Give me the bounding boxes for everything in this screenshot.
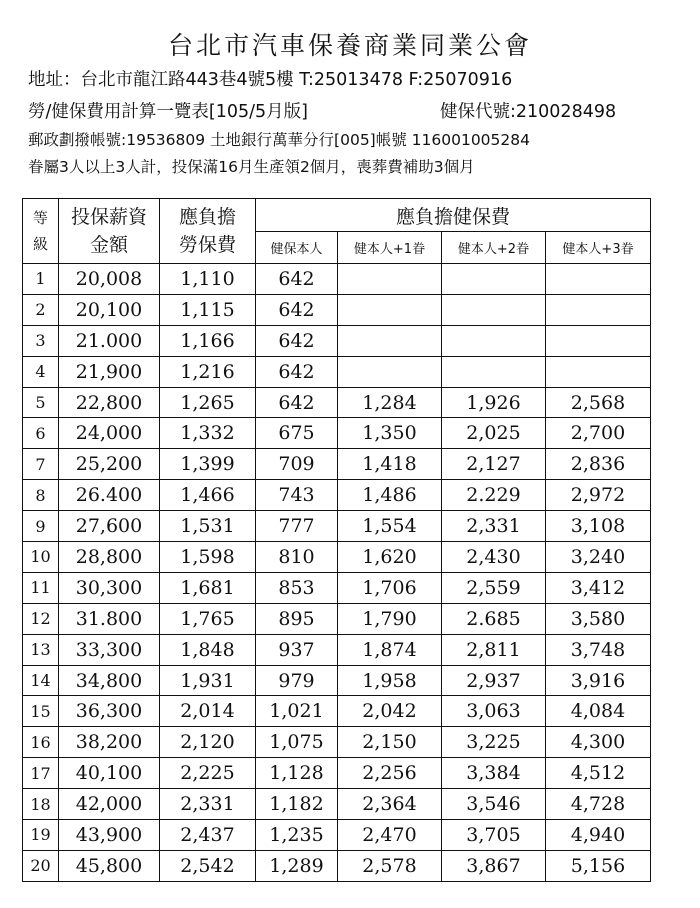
health-plus1-cell: 2,150 (338, 727, 442, 758)
health-plus1-cell: 2,578 (338, 850, 442, 881)
subtitle-line (28, 98, 617, 123)
header-row-top (23, 199, 651, 232)
fee-table-body (23, 264, 651, 882)
health-plus3-cell: 3,240 (546, 542, 651, 573)
health-self-cell: 853 (256, 572, 338, 603)
salary-cell: 30,300 (59, 572, 160, 603)
table-row (23, 665, 651, 696)
labor-fee-cell: 1,466 (160, 480, 256, 511)
labor-fee-cell: 1,332 (160, 418, 256, 449)
labor-fee-cell: 2,542 (160, 850, 256, 881)
health-plus2-cell: 2.685 (442, 603, 546, 634)
salary-cell: 20,100 (59, 294, 160, 325)
grade-cell: 16 (23, 727, 59, 758)
health-plus3-cell: 3,916 (546, 665, 651, 696)
labor-fee-cell: 1,681 (160, 572, 256, 603)
labor-fee-cell: 2,225 (160, 758, 256, 789)
labor-fee-cell: 2,120 (160, 727, 256, 758)
health-plus1-cell: 1,790 (338, 603, 442, 634)
salary-cell: 26.400 (59, 480, 160, 511)
health-self-cell: 709 (256, 449, 338, 480)
labor-fee-cell: 1,531 (160, 511, 256, 542)
health-plus3-cell: 4,084 (546, 696, 651, 727)
health-plus2-cell: 2,559 (442, 572, 546, 603)
health-plus3-cell: 5,156 (546, 850, 651, 881)
health-plus3-cell: 3,108 (546, 511, 651, 542)
health-plus2-cell: 2,127 (442, 449, 546, 480)
health-plus1-cell: 1,874 (338, 634, 442, 665)
salary-cell: 40,100 (59, 758, 160, 789)
health-plus3-cell (546, 294, 651, 325)
grade-cell: 15 (23, 696, 59, 727)
table-row (23, 696, 651, 727)
health-plus2-cell (442, 325, 546, 356)
health-plus1-cell: 1,486 (338, 480, 442, 511)
health-self-cell: 642 (256, 325, 338, 356)
health-plus2-cell: 3,063 (442, 696, 546, 727)
health-plus2-cell: 3,705 (442, 820, 546, 851)
health-plus1-cell (338, 356, 442, 387)
health-plus3-cell: 4,940 (546, 820, 651, 851)
health-plus2-cell: 2.229 (442, 480, 546, 511)
table-row (23, 542, 651, 573)
salary-cell: 38,200 (59, 727, 160, 758)
grade-cell: 6 (23, 418, 59, 449)
health-self-cell: 1,128 (256, 758, 338, 789)
health-plus2-cell (442, 356, 546, 387)
health-plus2-cell: 2,025 (442, 418, 546, 449)
grade-cell: 7 (23, 449, 59, 480)
table-row (23, 511, 651, 542)
labor-fee-cell: 2,331 (160, 789, 256, 820)
health-self-cell: 1,289 (256, 850, 338, 881)
health-plus1-cell: 1,350 (338, 418, 442, 449)
grade-cell: 9 (23, 511, 59, 542)
grade-cell: 20 (23, 850, 59, 881)
salary-cell: 28,800 (59, 542, 160, 573)
table-subtitle: 勞/健保費用計算一覽表[105/5月版] (28, 102, 308, 122)
health-self-cell: 895 (256, 603, 338, 634)
health-plus2-cell: 3,546 (442, 789, 546, 820)
table-row (23, 294, 651, 325)
table-row (23, 572, 651, 603)
grade-cell: 2 (23, 294, 59, 325)
health-self-cell: 743 (256, 480, 338, 511)
salary-cell: 45,800 (59, 850, 160, 881)
health-self-cell: 1,235 (256, 820, 338, 851)
header-labor (160, 199, 256, 264)
health-self-cell: 777 (256, 511, 338, 542)
labor-fee-cell: 2,014 (160, 696, 256, 727)
grade-cell: 17 (23, 758, 59, 789)
header-labor-line1: 應負擔 (178, 206, 236, 228)
health-plus1-cell (338, 264, 442, 295)
health-plus1-cell: 2,256 (338, 758, 442, 789)
labor-fee-cell: 1,848 (160, 634, 256, 665)
health-plus1-cell: 2,470 (338, 820, 442, 851)
health-plus2-cell: 3,867 (442, 850, 546, 881)
table-row (23, 758, 651, 789)
header-plus3: 健本人+3眷 (546, 232, 651, 264)
grade-cell: 10 (23, 542, 59, 573)
header-salary-line2: 金額 (89, 234, 128, 256)
table-row (23, 603, 651, 634)
salary-cell: 21,900 (59, 356, 160, 387)
health-plus3-cell: 2,836 (546, 449, 651, 480)
table-row (23, 387, 651, 418)
salary-cell: 36,300 (59, 696, 160, 727)
health-plus3-cell: 3,580 (546, 603, 651, 634)
health-plus3-cell: 2,972 (546, 480, 651, 511)
grade-cell: 14 (23, 665, 59, 696)
health-plus2-cell (442, 264, 546, 295)
salary-cell: 20,008 (59, 264, 160, 295)
health-self-cell: 642 (256, 387, 338, 418)
grade-cell: 12 (23, 603, 59, 634)
health-plus3-cell: 2,568 (546, 387, 651, 418)
health-self-cell: 642 (256, 264, 338, 295)
table-row (23, 480, 651, 511)
health-plus3-cell: 3,412 (546, 572, 651, 603)
health-plus3-cell (546, 325, 651, 356)
health-plus1-cell: 1,554 (338, 511, 442, 542)
health-plus2-cell: 2,811 (442, 634, 546, 665)
health-plus1-cell: 1,958 (338, 665, 442, 696)
labor-fee-cell: 1,598 (160, 542, 256, 573)
bank-info-line: 郵政劃撥帳號:19536809 土地銀行萬華分行[005]帳號 116001005284 (28, 131, 530, 149)
labor-fee-cell: 1,166 (160, 325, 256, 356)
grade-cell: 19 (23, 820, 59, 851)
health-plus1-cell (338, 325, 442, 356)
grade-cell: 11 (23, 572, 59, 603)
salary-cell: 27,600 (59, 511, 160, 542)
labor-fee-cell: 2,437 (160, 820, 256, 851)
document-title: 台北市汽車保養商業同業公會 (167, 31, 532, 60)
salary-cell: 22,800 (59, 387, 160, 418)
labor-fee-cell: 1,931 (160, 665, 256, 696)
header-health-group: 應負擔健保費 (256, 199, 651, 232)
insurance-code: 健保代號:210028498 (440, 102, 617, 122)
health-self-cell: 675 (256, 418, 338, 449)
health-plus1-cell: 1,620 (338, 542, 442, 573)
grade-cell: 5 (23, 387, 59, 418)
health-plus1-cell: 1,418 (338, 449, 442, 480)
grade-cell: 3 (23, 325, 59, 356)
salary-cell: 24,000 (59, 418, 160, 449)
table-row (23, 850, 651, 881)
grade-cell: 13 (23, 634, 59, 665)
health-plus3-cell: 4,728 (546, 789, 651, 820)
table-row (23, 634, 651, 665)
health-plus1-cell: 1,284 (338, 387, 442, 418)
header-labor-line2: 勞保費 (178, 234, 236, 256)
header-salary-line1: 投保薪資 (70, 206, 147, 228)
health-plus2-cell: 2,430 (442, 542, 546, 573)
salary-cell: 31.800 (59, 603, 160, 634)
table-row (23, 418, 651, 449)
health-self-cell: 937 (256, 634, 338, 665)
salary-cell: 42,000 (59, 789, 160, 820)
health-self-cell: 642 (256, 294, 338, 325)
health-plus2-cell: 2,937 (442, 665, 546, 696)
labor-fee-cell: 1,265 (160, 387, 256, 418)
grade-cell: 18 (23, 789, 59, 820)
health-plus1-cell: 2,042 (338, 696, 442, 727)
salary-cell: 33,300 (59, 634, 160, 665)
grade-cell: 8 (23, 480, 59, 511)
labor-fee-cell: 1,399 (160, 449, 256, 480)
labor-fee-cell: 1,110 (160, 264, 256, 295)
table-row (23, 820, 651, 851)
health-self-cell: 810 (256, 542, 338, 573)
health-plus1-cell: 1,706 (338, 572, 442, 603)
salary-cell: 43,900 (59, 820, 160, 851)
health-plus3-cell: 4,300 (546, 727, 651, 758)
salary-cell: 34,800 (59, 665, 160, 696)
table-row (23, 325, 651, 356)
health-plus1-cell (338, 294, 442, 325)
health-plus3-cell (546, 356, 651, 387)
header-grade-char2: 級 (32, 235, 48, 253)
health-plus2-cell: 3,384 (442, 758, 546, 789)
salary-cell: 25,200 (59, 449, 160, 480)
health-self-cell: 642 (256, 356, 338, 387)
health-plus3-cell: 3,748 (546, 634, 651, 665)
header-grade-char1: 等 (32, 209, 48, 227)
grade-cell: 4 (23, 356, 59, 387)
health-self-cell: 1,075 (256, 727, 338, 758)
table-row (23, 727, 651, 758)
labor-fee-cell: 1,765 (160, 603, 256, 634)
note-line: 眷屬3人以上3人計，投保滿16月生產領2個月，喪葬費補助3個月 (28, 158, 475, 176)
table-row (23, 356, 651, 387)
table-row (23, 264, 651, 295)
labor-fee-cell: 1,216 (160, 356, 256, 387)
table-row (23, 449, 651, 480)
health-plus2-cell (442, 294, 546, 325)
header-self: 健保本人 (256, 232, 338, 264)
health-plus3-cell (546, 264, 651, 295)
table-row (23, 789, 651, 820)
salary-cell: 21.000 (59, 325, 160, 356)
health-self-cell: 979 (256, 665, 338, 696)
health-plus2-cell: 1,926 (442, 387, 546, 418)
header-grade (23, 199, 59, 264)
health-plus3-cell: 4,512 (546, 758, 651, 789)
header-salary (59, 199, 160, 264)
health-self-cell: 1,021 (256, 696, 338, 727)
labor-fee-cell: 1,115 (160, 294, 256, 325)
health-plus2-cell: 2,331 (442, 511, 546, 542)
header-plus1: 健本人+1眷 (338, 232, 442, 264)
fee-table (22, 198, 651, 882)
health-plus2-cell: 3,225 (442, 727, 546, 758)
header-plus2: 健本人+2眷 (442, 232, 546, 264)
health-plus3-cell: 2,700 (546, 418, 651, 449)
grade-cell: 1 (23, 264, 59, 295)
health-self-cell: 1,182 (256, 789, 338, 820)
address-line: 地址：台北市龍江路443巷4號5樓 T:25013478 F:25070916 (28, 70, 513, 90)
health-plus1-cell: 2,364 (338, 789, 442, 820)
